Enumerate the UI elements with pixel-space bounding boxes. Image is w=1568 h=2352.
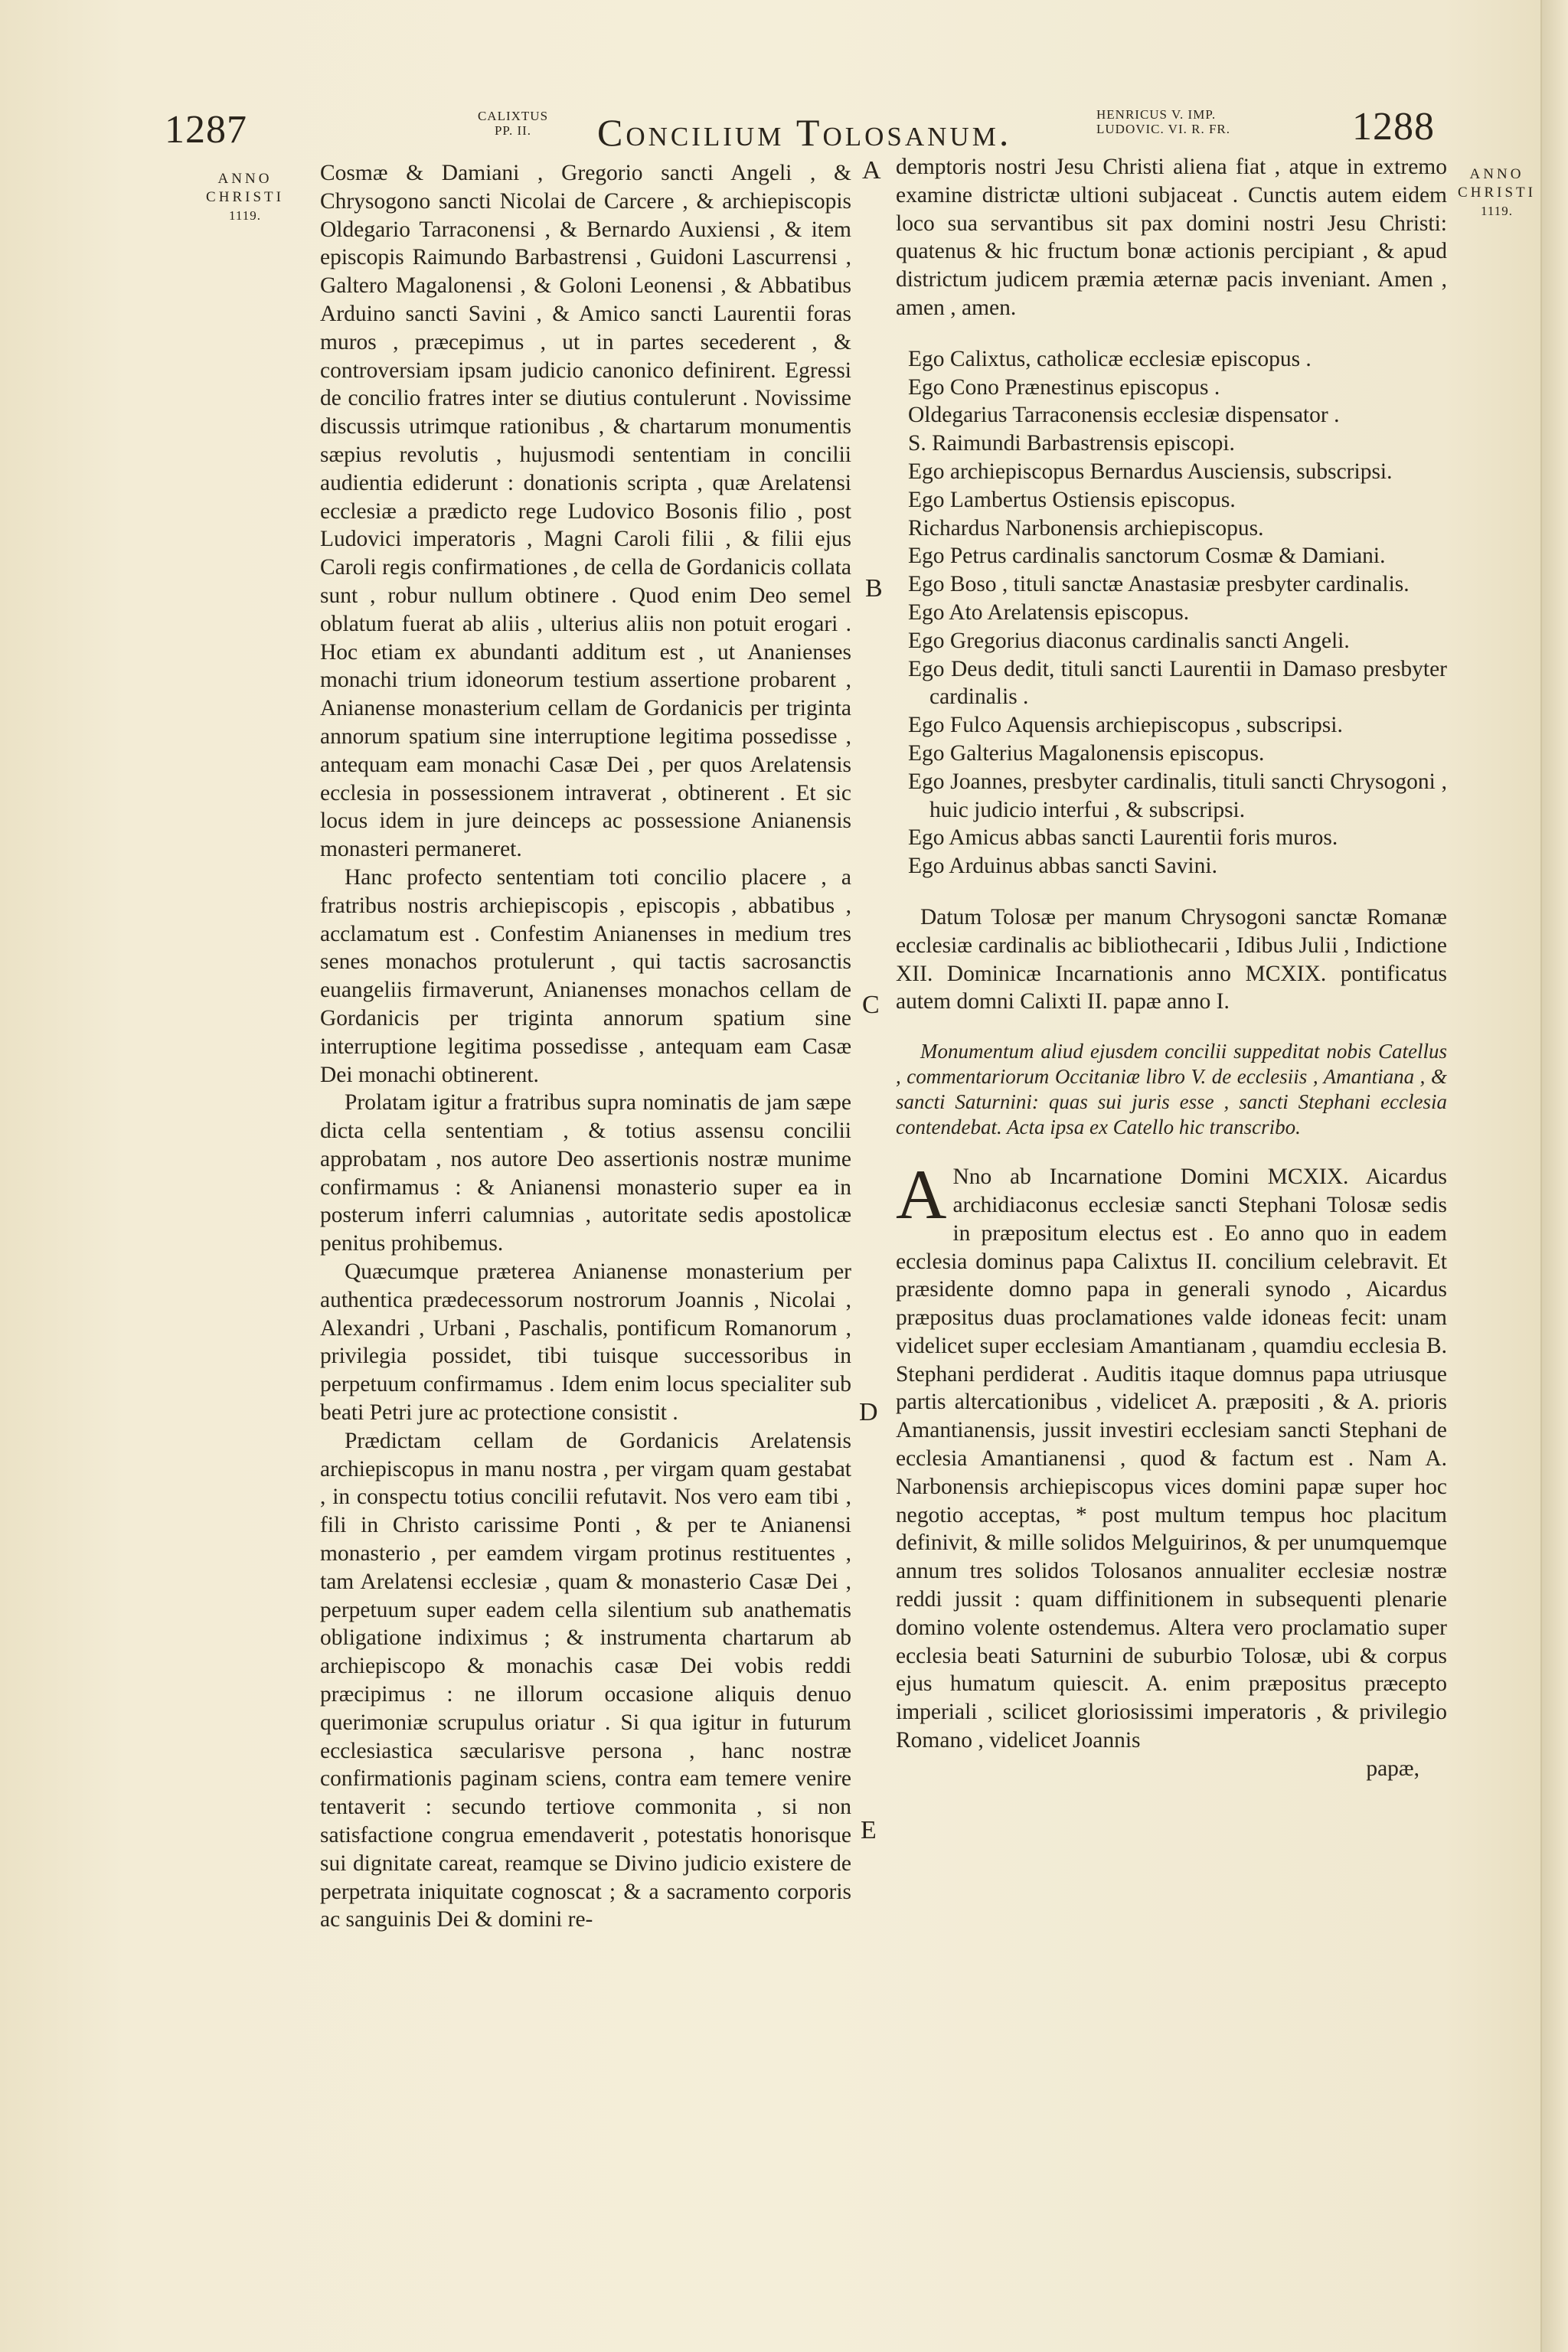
right-header-line: HENRICUS V. IMP.: [1096, 107, 1217, 122]
datum-paragraph: Datum Tolosæ per manum Chrysogoni sanctæ Romanæ ecclesiæ cardinalis ac bibliothecarii , Idibus Julii , Indictione XII. Dominicæ Incarnationis anno MCXIX. pontificatus autem domni Calixti II. papæ anno I.: [896, 904, 1447, 1014]
section-marker-c: C: [862, 991, 880, 1019]
paragraph: demptoris nostri Jesu Christi aliena fiat , atque in extremo examine districtæ ultioni subjaceat . Cunctis autem eidem loco sua servantibus sit pax domini nostri Jesu Christi: quatenus & hic fructum bonæ actionis percipiant , & apud districtum judicem præmia æternæ pacis inveniant. Amen , amen , amen.: [896, 155, 1447, 320]
facing-page-edge: [1540, 0, 1568, 2352]
signature-line: Ego Deus dedit, tituli sancti Laurentii in Damaso presbyter cardinalis .: [908, 656, 1447, 710]
drop-cap: A: [896, 1155, 947, 1234]
signature-line: S. Raimundi Barbastrensis episcopi.: [908, 431, 1235, 456]
signature-line: Ego Fulco Aquensis archiepiscopus , subscripsi.: [908, 713, 1343, 738]
margin-christi: CHRISTI: [206, 189, 284, 205]
left-header-pope: [456, 109, 570, 138]
paragraph: Hanc profecto sententiam toti concilio placere , a fratribus nostris archiepiscopis , episcopis , abbatibus , acclamatum est . Confestim Anianenses in medium tres senes monachos protulerunt , qui tactis sacrosanctis euangeliis firmaverunt, Anianenses monachos cellam de Gordanicis per triginta annorum spatium sine interruptione legitima possedisse , antequam eam Casæ Dei monachi obtinerent.: [320, 864, 851, 1087]
margin-anno: ANNO: [217, 171, 273, 187]
signature-line: Ego Cono Prænestinus episcopus .: [908, 374, 1220, 400]
right-header-rulers: [1096, 107, 1326, 136]
signature-line: Ego Arduinus abbas sancti Savini.: [908, 854, 1217, 879]
margin-year: 1119.: [1481, 204, 1513, 218]
margin-year-right: [1447, 165, 1547, 220]
left-column: [320, 159, 851, 1934]
final-text: Nno ab Incarnatione Domini MCXIX. Aicardus archidiaconus ecclesiæ sancti Stephani Tolosæ sedis in præpositum electus est . Eo anno quo in eadem ecclesia dominus papa Calixtus II. concilium celebravit. Et præsidente domno papa in generali synodo , Aicardus præpositus duas proclamationes valde idoneas fecit: unam videlicet super ecclesiam Amantianam , quamdiu ecclesia B. Stephani perdiderat . Auditis itaque domnus papa utriusque partis altercationibus , videlicet A. præpositi , & A. prioris Amantianensis, jussit investiri ecclesiam sancti Stephani de ecclesia Amantianensi , quod & factum est . Nam A. Narbonensis archiepiscopus vices domini papæ super hoc negotio acceptas, * post multum tempus hoc placitum definivit, & mille solidos Melguirinos, & per unumquemque annum tres solidos Tolosanos annualiter ecclesiæ nostræ reddi jussit : quam diffinitionem in subsequenti plenarie domino volente ostendemus. Altera vero proclamatio super ecclesia beati Saturnini de suburbio Tolosæ, ubi & corpus ejus humatum quiescit. A. enim præpositus præcepto imperiali , scilicet gloriosissimi imperatoris , & privilegio Romano , videlicet Joannis: [896, 1165, 1447, 1753]
left-page-number: 1287: [165, 108, 247, 152]
signature-line: Ego Gregorius diaconus cardinalis sancti Angeli.: [908, 628, 1350, 653]
editor-note: Monumentum aliud ejusdem concilii suppeditat nobis Catellus , commentariorum Occitaniæ libro V. de ecclesiis , Amantiana , & sancti Saturnini: quas sui juris esse , sancti Stephani ecclesia contendebat. Acta ipsa ex Catello hic transcribo.: [896, 1040, 1447, 1139]
signature-line: Ego Ato Arelatensis episcopus.: [908, 599, 1190, 625]
right-header-line: LUDOVIC. VI. R. FR.: [1096, 122, 1231, 136]
section-marker-e: E: [861, 1816, 877, 1844]
paragraph: Prædictam cellam de Gordanicis Arelatensis archiepiscopus in manu nostra , per virgam quam gestabat , in conspectu totius concilii refutavit. Nos vero eam tibi , fili in Christo carissime Ponti , & per te Anianensi monasterio , per eamdem virgam protinus restituentes , tam Arelatensi ecclesiæ , quam & monasterio Casæ Dei , perpetuum super eadem cella silentium sub anathematis obligatione indiximus ; & instrumenta chartarum ab archiepiscopo & monachis casæ Dei vobis reddi præcipimus : ne illorum occasione aliquis denuo querimoniæ scrupulus oriatur . Si qua igitur in futurum ecclesiastica sæcularisve persona , hanc nostræ confirmationis paginam sciens, contra eam temere venire tentaverit : secundo tertiove commonita , si non satisfactione congrua emendaverit , potestatis honorisque sui dignitate careat, reamque se Divino judicio existere de perpetrata iniquitate cognoscat ; & a sacramento corporis ac sanguinis Dei & domini re-: [320, 1428, 851, 1932]
margin-anno: ANNO: [1469, 166, 1524, 182]
margin-year: 1119.: [229, 208, 261, 223]
signature-line: Ego Boso , tituli sanctæ Anastasiæ presbyter cardinalis.: [908, 572, 1410, 597]
signature-line: Richardus Narbonensis archiepiscopus.: [908, 515, 1264, 541]
signature-line: Ego archiepiscopus Bernardus Ausciensis, subscripsi.: [908, 459, 1393, 484]
left-header-line: CALIXTUS: [477, 109, 549, 123]
catchword: papæ,: [1366, 1756, 1419, 1781]
signature-line: Ego Calixtus, catholicæ ecclesiæ episcopus .: [908, 346, 1312, 371]
page-title: Concilium Tolosanum.: [597, 111, 1012, 154]
right-page-number: 1288: [1352, 105, 1435, 149]
paragraph: Quæcumque præterea Anianense monasterium per authentica prædecessorum nostrorum Joannis , Nicolai , Alexandri , Urbani , Paschalis, pontificum Romanorum , privilegia possidet, tibi tuisque successoribus in perpetuum confirmamus . Idem enim locus specialiter sub beati Petri jure ac protectione consistit .: [320, 1259, 851, 1426]
margin-year-left: [195, 170, 295, 225]
section-marker-b: B: [865, 574, 883, 603]
paragraph: Prolatam igitur a fratribus supra nominatis de jam sæpe dicta cella sententiam , & totius assensu concilii approbatam , nos autore Deo assertionis nostræ munime confirmamus : & Anianensi monasterio super ea in posterum inferri calumnias , autoritate sedis apostolicæ penitus prohibemus.: [320, 1090, 851, 1256]
signature-line: Ego Galterius Magalonensis episcopus.: [908, 740, 1265, 766]
section-marker-a: A: [862, 156, 881, 185]
signature-line: Ego Amicus abbas sancti Laurentii foris muros.: [908, 825, 1338, 851]
margin-christi: CHRISTI: [1458, 185, 1536, 201]
signature-line: Ego Joannes, presbyter cardinalis, tituli sancti Chrysogoni , huic judicio interfui , & subscripsi.: [908, 769, 1447, 822]
signature-line: Ego Lambertus Ostiensis episcopus.: [908, 487, 1236, 512]
paragraph: Cosmæ & Damiani , Gregorio sancti Angeli , & Chrysogono sancti Nicolai de Carcere , & archiepiscopis Oldegario Tarraconensi , & Bernardo Auxiensi , & item episcopis Raimundo Barbastrensi , Guidoni Lascurrensi , Galtero Magalonensi , & Goloni Leonensi , & Abbatibus Arduino sancti Savini , & Amico sancti Laurentii foras muros , præcepimus , ut in partes secederent , & controversiam ipsam judicio canonico definirent. Egressi de concilio fratres inter se diutius contulerunt . Novissime discussis utrimque rationibus , & chartarum monumentis sæpius revolutis , hujusmodi sententiam in concilii audientia ediderunt : donationis scripta , quæ Arelatensi ecclesiæ a prædicto rege Ludovico Bosonis filio , post Ludovici imperatoris , Magni Caroli filii , & filii ejus Caroli regis confirmationes , de cella de Gordanicis collata sunt , robur nullum obtinere . Quod enim Deo semel oblatum fuerat ab aliis , ulterius aliis non potuit erogari . Hoc etiam ex abundanti additum est , ut Ananienses monachi trium idoneorum testium assertione probarent , Anianense monasterium cellam de Gordanicis per triginta annorum spatium sine interruptione legitima possedisse , antequam eam monachi Casæ Dei , per quos Arelatensis ecclesia in possessionem intraverat , obtinerent . Et sic locus idem in jure deinceps ac possessione Anianensis monasteri permaneret.: [320, 161, 851, 862]
signature-line: Oldegarius Tarraconensis ecclesiæ dispensator .: [908, 403, 1340, 428]
signature-line: Ego Petrus cardinalis sanctorum Cosmæ & Damiani.: [908, 544, 1386, 569]
right-column: [896, 153, 1447, 1783]
signature-list: [896, 345, 1447, 880]
section-marker-d: D: [859, 1398, 878, 1426]
left-header-line: PP. II.: [494, 123, 532, 138]
final-paragraph: [896, 1155, 1447, 1755]
